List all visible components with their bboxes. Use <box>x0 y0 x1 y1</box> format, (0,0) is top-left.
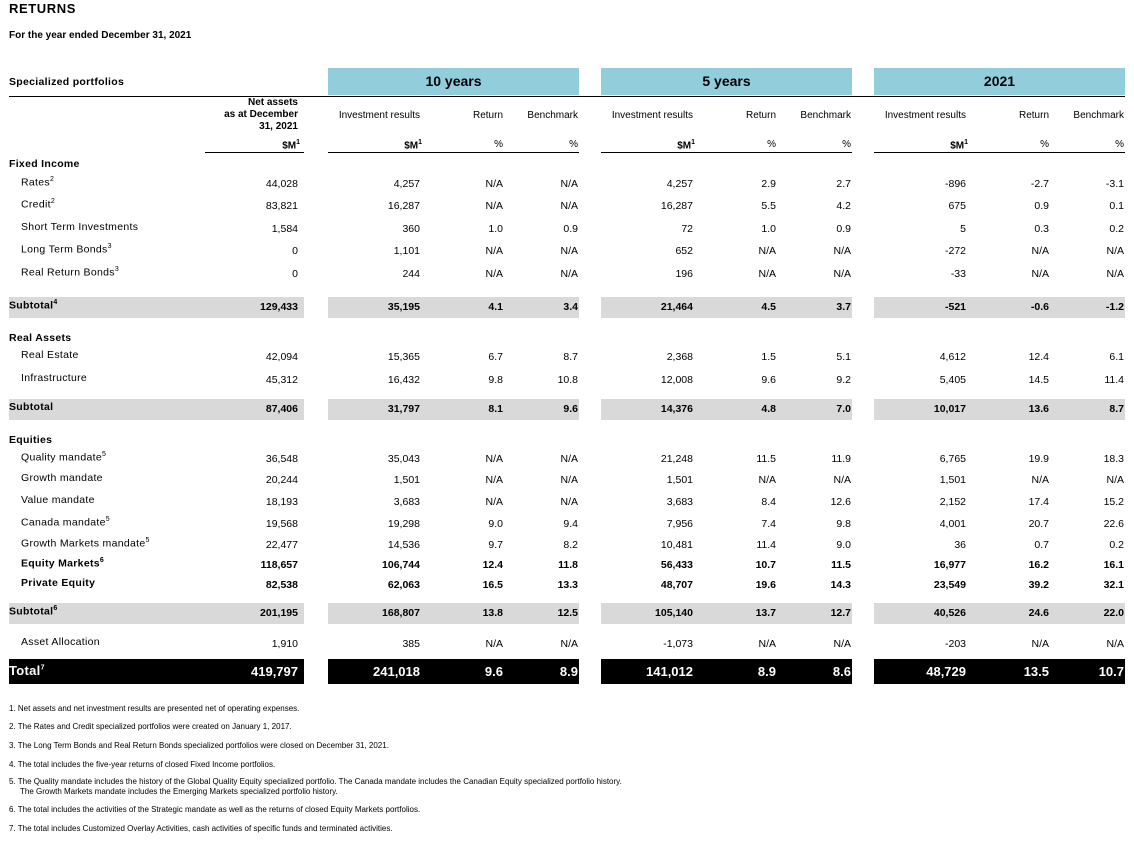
cell-value: 168,807 <box>382 607 420 619</box>
subtotal-band <box>328 603 579 624</box>
cell-value: 4,257 <box>666 178 693 190</box>
footnote: 7. The total includes Customized Overlay Activities, cash activities of specific funds and terminated activities. <box>9 824 393 833</box>
cell-value: N/A <box>560 200 578 212</box>
cell-value: -33 <box>950 268 966 280</box>
unit-label: % <box>1115 139 1124 150</box>
cell-value: 1,501 <box>393 474 420 486</box>
unit-underline <box>874 152 1125 153</box>
cell-value: 16.5 <box>482 579 503 591</box>
cell-value: 201,195 <box>260 607 298 619</box>
cell-value: 19.6 <box>755 579 776 591</box>
cell-value: 22.6 <box>1103 518 1124 530</box>
cell-value: 36 <box>954 539 966 551</box>
unit-label: $\$M^1$ <box>282 139 300 152</box>
cell-value: 36,548 <box>265 453 298 465</box>
cell-value: 11.8 <box>558 559 578 571</box>
group-heading: Real Assets <box>9 332 72 344</box>
subtotal-band <box>328 297 579 318</box>
cell-value: 2.7 <box>836 178 851 190</box>
cell-value: N/A <box>1031 268 1049 280</box>
cell-value: 118,657 <box>260 559 298 571</box>
cell-value: N/A <box>1031 638 1049 650</box>
cell-value: -2.7 <box>1030 178 1049 190</box>
cell-value: 48,729 <box>926 664 966 679</box>
cell-value: 8.7 <box>1109 403 1124 415</box>
cell-value: 6,765 <box>939 453 966 465</box>
cell-value: 6.1 <box>1109 351 1124 363</box>
unit-label: $\$M^1$ <box>677 139 695 152</box>
cell-value: 83,821 <box>265 200 298 212</box>
cell-value: N/A <box>560 268 578 280</box>
column-header: Investment results <box>611 110 693 121</box>
cell-value: 385 <box>402 638 420 650</box>
cell-value: 4,257 <box>393 178 420 190</box>
unit-label: % <box>842 139 851 150</box>
cell-value: 11.5 <box>756 453 776 465</box>
cell-value: 44,028 <box>265 178 298 190</box>
cell-value: 13.3 <box>557 579 578 591</box>
cell-value: -3.1 <box>1105 178 1124 190</box>
cell-value: 2,152 <box>939 496 966 508</box>
cell-value: 8.2 <box>563 539 578 551</box>
cell-value: 0.2 <box>1109 223 1124 235</box>
cell-value: 18.3 <box>1103 453 1124 465</box>
cell-value: -0.6 <box>1030 301 1049 313</box>
cell-value: 0.2 <box>1109 539 1124 551</box>
subtotal-band <box>328 399 579 420</box>
cell-value: 1.5 <box>761 351 776 363</box>
cell-value: 6.7 <box>488 351 503 363</box>
cell-value: N/A <box>560 245 578 257</box>
subtotal-band <box>874 603 1125 624</box>
row-label: Long Term Bonds$^3$ <box>21 243 112 256</box>
footnote: 6. The total includes the activities of the Strategic mandate as well as the returns of closed Equity Markets portfolios. <box>9 805 421 814</box>
cell-value: 45,312 <box>265 374 298 386</box>
footnote: The Growth Markets mandate includes the Emerging Markets specialized portfolio history. <box>20 787 338 796</box>
cell-value: 4.1 <box>488 301 503 313</box>
cell-value: 0.3 <box>1034 223 1049 235</box>
cell-value: 21,464 <box>660 301 693 313</box>
column-header: Return <box>472 110 503 121</box>
cell-value: 13.7 <box>755 607 776 619</box>
cell-value: 9.8 <box>836 518 851 530</box>
cell-value: 13.5 <box>1023 664 1049 679</box>
cell-value: 3,683 <box>666 496 693 508</box>
row-label: Rates$^2$ <box>21 176 55 189</box>
cell-value: 419,797 <box>251 664 298 679</box>
cell-value: 12.4 <box>482 559 503 571</box>
row-label: Infrastructure <box>21 372 88 384</box>
subtotal-band <box>601 399 852 420</box>
cell-value: 13.6 <box>1028 403 1049 415</box>
cell-value: 1.0 <box>761 223 776 235</box>
column-header: Investment results <box>884 110 966 121</box>
cell-value: 12.6 <box>830 496 851 508</box>
cell-value: N/A <box>560 496 578 508</box>
cell-value: 14.3 <box>830 579 851 591</box>
cell-value: 9.7 <box>488 539 503 551</box>
cell-value: 16.1 <box>1103 559 1124 571</box>
cell-value: 241,018 <box>373 664 420 679</box>
cell-value: -1.2 <box>1105 301 1124 313</box>
footnote: 4. The total includes the five-year returns of closed Fixed Income portfolios. <box>9 760 276 769</box>
cell-value: 1,584 <box>271 223 298 235</box>
unit-label: % <box>1040 139 1049 150</box>
cell-value: 16.2 <box>1028 559 1049 571</box>
cell-value: N/A <box>758 268 776 280</box>
cell-value: N/A <box>485 638 503 650</box>
row-label: Credit$^2$ <box>21 198 56 211</box>
total-band <box>601 659 852 684</box>
cell-value: 42,094 <box>265 351 298 363</box>
cell-value: 62,063 <box>387 579 420 591</box>
column-header: Return <box>1018 110 1049 121</box>
cell-value: N/A <box>1031 474 1049 486</box>
cell-value: N/A <box>1106 245 1124 257</box>
cell-value: 1,101 <box>393 245 420 257</box>
cell-value: 0 <box>292 268 298 280</box>
unit-underline <box>328 152 579 153</box>
cell-value: 11.4 <box>756 539 776 551</box>
cell-value: N/A <box>758 245 776 257</box>
cell-value: 11.5 <box>831 559 851 571</box>
cell-value: 23,549 <box>933 579 966 591</box>
cell-value: 16,287 <box>660 200 693 212</box>
cell-value: 22.0 <box>1103 607 1124 619</box>
total-band <box>328 659 579 684</box>
cell-value: 56,433 <box>660 559 693 571</box>
cell-value: 19,568 <box>265 518 298 530</box>
cell-value: 15,365 <box>387 351 420 363</box>
subtotal-label: Subtotal$^6$ <box>9 605 58 618</box>
cell-value: 10.7 <box>1098 664 1124 679</box>
net-assets-header: as at December <box>224 109 298 120</box>
cell-value: N/A <box>485 268 503 280</box>
cell-value: N/A <box>1031 245 1049 257</box>
cell-value: 4.5 <box>761 301 776 313</box>
cell-value: N/A <box>485 453 503 465</box>
cell-value: 652 <box>675 245 693 257</box>
cell-value: 10.7 <box>755 559 776 571</box>
cell-value: 31,797 <box>387 403 420 415</box>
unit-label: % <box>569 139 578 150</box>
cell-value: N/A <box>485 245 503 257</box>
unit-label: % <box>767 139 776 150</box>
cell-value: 87,406 <box>265 403 298 415</box>
total-label: Total$^7$ <box>9 663 45 678</box>
row-label: Real Estate <box>21 349 79 361</box>
cell-value: N/A <box>833 245 851 257</box>
footnote: 1. Net assets and net investment results are presented net of operating expenses. <box>9 704 300 713</box>
cell-value: -896 <box>944 178 966 190</box>
unit-underline <box>205 152 304 153</box>
cell-value: 22,477 <box>265 539 298 551</box>
cell-value: 8.1 <box>488 403 503 415</box>
row-label: Real Return Bonds$^3$ <box>21 266 120 279</box>
cell-value: 35,043 <box>387 453 420 465</box>
cell-value: N/A <box>560 453 578 465</box>
cell-value: 48,707 <box>660 579 693 591</box>
cell-value: 141,012 <box>646 664 693 679</box>
page-subtitle: For the year ended December 31, 2021 <box>9 30 192 41</box>
cell-value: 196 <box>675 268 693 280</box>
cell-value: 360 <box>402 223 420 235</box>
cell-value: 4.2 <box>836 200 851 212</box>
unit-underline <box>601 152 852 153</box>
page-title: RETURNS <box>9 1 77 16</box>
cell-value: 244 <box>402 268 420 280</box>
row-label: Asset Allocation <box>21 636 100 648</box>
cell-value: 12.7 <box>830 607 851 619</box>
column-header: Benchmark <box>800 110 851 121</box>
cell-value: 8.4 <box>761 496 776 508</box>
cell-value: 105,140 <box>655 607 693 619</box>
row-label: Short Term Investments <box>21 221 139 233</box>
cell-value: 3.4 <box>563 301 578 313</box>
cell-value: 11.4 <box>1104 374 1124 386</box>
period-header-0: 10 years <box>328 68 579 95</box>
cell-value: 4,001 <box>939 518 966 530</box>
cell-value: 129,433 <box>260 301 298 313</box>
cell-value: N/A <box>833 474 851 486</box>
cell-value: -272 <box>944 245 966 257</box>
cell-value: 72 <box>681 223 693 235</box>
column-header: Benchmark <box>1073 110 1124 121</box>
row-label: Canada mandate$^5$ <box>21 516 110 529</box>
cell-value: 5,405 <box>939 374 966 386</box>
total-band <box>874 659 1125 684</box>
cell-value: N/A <box>560 638 578 650</box>
cell-value: 0.7 <box>1034 539 1049 551</box>
footnote: 3. The Long Term Bonds and Real Return Bonds specialized portfolios were closed on December 31, 2021. <box>9 741 389 750</box>
cell-value: -521 <box>944 301 966 313</box>
cell-value: 2,368 <box>666 351 693 363</box>
cell-value: 12.4 <box>1028 351 1049 363</box>
cell-value: 675 <box>948 200 966 212</box>
cell-value: 9.0 <box>488 518 503 530</box>
row-label: Growth mandate <box>21 472 103 484</box>
cell-value: 35,195 <box>387 301 420 313</box>
cell-value: 9.0 <box>836 539 851 551</box>
cell-value: 9.2 <box>836 374 851 386</box>
cell-value: 5 <box>960 223 966 235</box>
cell-value: 9.8 <box>488 374 503 386</box>
cell-value: 5.5 <box>761 200 776 212</box>
cell-value: N/A <box>485 474 503 486</box>
cell-value: 7.4 <box>761 518 776 530</box>
cell-value: 14,376 <box>660 403 693 415</box>
cell-value: 1,501 <box>666 474 693 486</box>
cell-value: 8.6 <box>832 664 851 679</box>
cell-value: 2.9 <box>761 178 776 190</box>
cell-value: 7.0 <box>836 403 851 415</box>
footnote: 5. The Quality mandate includes the history of the Global Quality Equity specialized portfolio. The Canada mandate includes the Canadian Equity specialized portfolio history. <box>9 777 622 786</box>
cell-value: 8.7 <box>563 351 578 363</box>
cell-value: 9.4 <box>563 518 578 530</box>
subtotal-band <box>601 603 852 624</box>
cell-value: 3,683 <box>393 496 420 508</box>
cell-value: 40,526 <box>933 607 966 619</box>
cell-value: 12,008 <box>660 374 693 386</box>
cell-value: N/A <box>1106 638 1124 650</box>
cell-value: 7,956 <box>666 518 693 530</box>
cell-value: 0.9 <box>836 223 851 235</box>
cell-value: 8.9 <box>559 664 578 679</box>
cell-value: 21,248 <box>660 453 693 465</box>
cell-value: 16,977 <box>933 559 966 571</box>
cell-value: 0 <box>292 245 298 257</box>
cell-value: N/A <box>758 474 776 486</box>
cell-value: 19.9 <box>1028 453 1049 465</box>
cell-value: N/A <box>485 200 503 212</box>
cell-value: 10.8 <box>557 374 578 386</box>
subtotal-band <box>874 399 1125 420</box>
cell-value: -1,073 <box>663 638 693 650</box>
cell-value: 1.0 <box>488 223 503 235</box>
cell-value: 9.6 <box>484 664 503 679</box>
cell-value: 12.5 <box>557 607 578 619</box>
cell-value: 11.9 <box>831 453 851 465</box>
cell-value: 3.7 <box>836 301 851 313</box>
cell-value: 106,744 <box>382 559 420 571</box>
cell-value: N/A <box>758 638 776 650</box>
cell-value: 10,017 <box>933 403 966 415</box>
subtotal-label: Subtotal$^4$ <box>9 299 58 312</box>
cell-value: 14.5 <box>1028 374 1049 386</box>
cell-value: 10,481 <box>660 539 693 551</box>
cell-value: 20,244 <box>265 474 298 486</box>
cell-value: N/A <box>1106 268 1124 280</box>
cell-value: 16,287 <box>387 200 420 212</box>
cell-value: 1,910 <box>271 638 298 650</box>
cell-value: N/A <box>560 474 578 486</box>
row-label: Quality mandate$^5$ <box>21 451 107 464</box>
cell-value: 13.8 <box>482 607 503 619</box>
cell-value: 8.9 <box>757 664 776 679</box>
period-header-1: 5 years <box>601 68 852 95</box>
cell-value: N/A <box>485 496 503 508</box>
unit-label: $\$M^1$ <box>950 139 968 152</box>
cell-value: 82,538 <box>265 579 298 591</box>
group-heading: Fixed Income <box>9 158 80 170</box>
cell-value: 18,193 <box>265 496 298 508</box>
period-header-2: 2021 <box>874 68 1125 95</box>
cell-value: 16,432 <box>387 374 420 386</box>
subtotal-band <box>874 297 1125 318</box>
cell-value: 15.2 <box>1103 496 1124 508</box>
cell-value: N/A <box>485 178 503 190</box>
cell-value: 9.6 <box>563 403 578 415</box>
net-assets-header: Net assets <box>247 97 298 108</box>
cell-value: 0.9 <box>1034 200 1049 212</box>
cell-value: N/A <box>1106 474 1124 486</box>
cell-value: 5.1 <box>836 351 851 363</box>
cell-value: 0.1 <box>1109 200 1124 212</box>
net-assets-header: 31, 2021 <box>259 121 298 132</box>
cell-value: 9.6 <box>761 374 776 386</box>
column-header: Investment results <box>338 110 420 121</box>
header-divider <box>9 96 1125 97</box>
cell-value: 4.8 <box>761 403 776 415</box>
cell-value: 19,298 <box>387 518 420 530</box>
cell-value: N/A <box>833 638 851 650</box>
cell-value: 0.9 <box>563 223 578 235</box>
cell-value: N/A <box>833 268 851 280</box>
subtotal-band <box>601 297 852 318</box>
cell-value: 4,612 <box>939 351 966 363</box>
column-header: Return <box>745 110 776 121</box>
row-label: Private Equity <box>21 577 96 589</box>
cell-value: 32.1 <box>1103 579 1124 591</box>
row-label: Growth Markets mandate$^5$ <box>21 537 150 550</box>
cell-value: 1,501 <box>939 474 966 486</box>
cell-value: 17.4 <box>1028 496 1049 508</box>
cell-value: N/A <box>560 178 578 190</box>
cell-value: 20.7 <box>1028 518 1049 530</box>
cell-value: -203 <box>944 638 966 650</box>
subtotal-label: Subtotal <box>9 401 54 413</box>
cell-value: 14,536 <box>387 539 420 551</box>
column-header: Benchmark <box>527 110 578 121</box>
group-heading: Equities <box>9 434 53 446</box>
section-label: Specialized portfolios <box>9 76 125 88</box>
cell-value: 39.2 <box>1028 579 1049 591</box>
cell-value: 24.6 <box>1028 607 1049 619</box>
unit-label: % <box>494 139 503 150</box>
footnote: 2. The Rates and Credit specialized portfolios were created on January 1, 2017. <box>9 722 292 731</box>
row-label: Equity Markets$^6$ <box>21 557 105 570</box>
unit-label: $\$M^1$ <box>404 139 422 152</box>
row-label: Value mandate <box>21 494 95 506</box>
